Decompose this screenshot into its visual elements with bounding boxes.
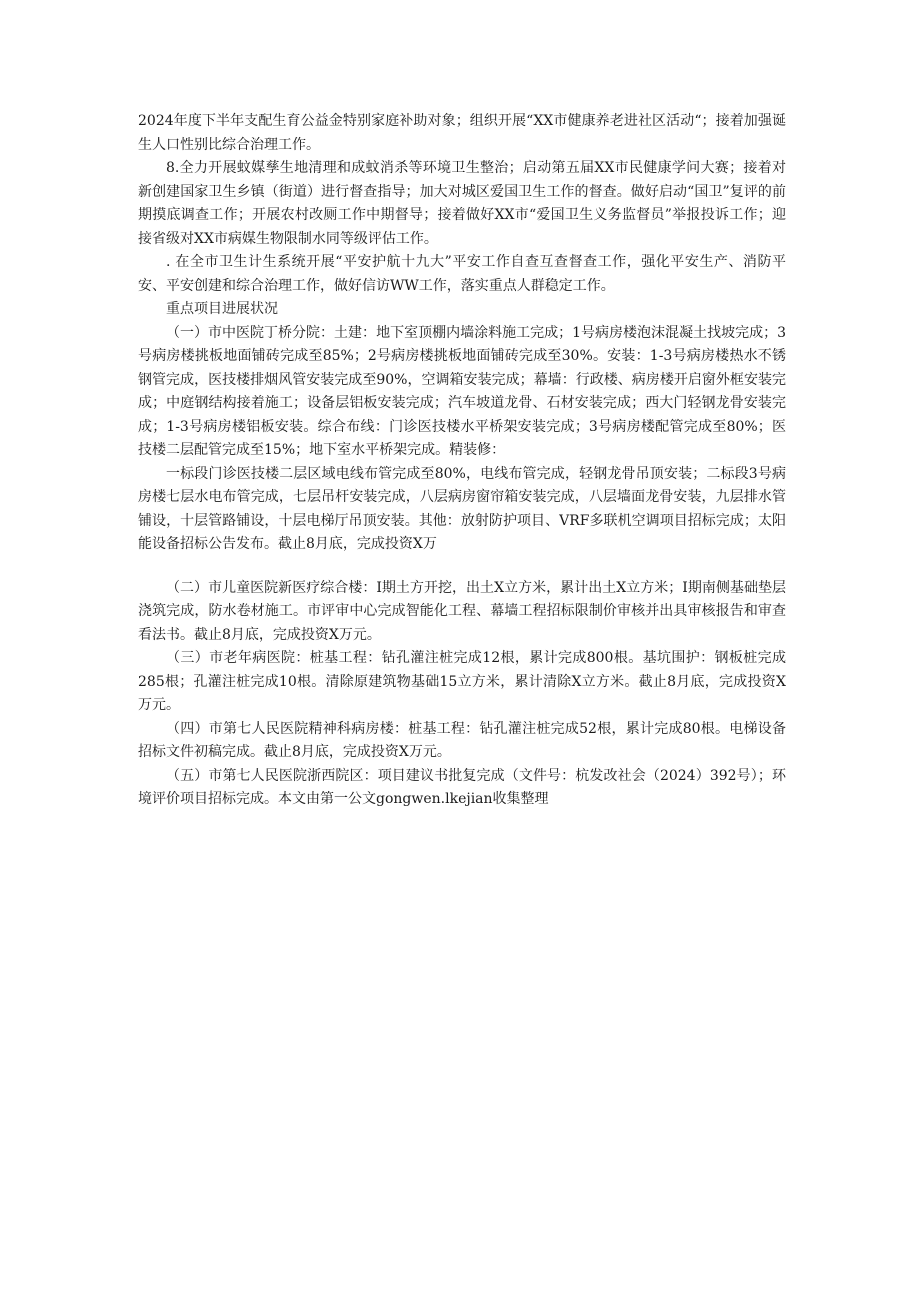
section-heading-key-projects: 重点项目进展状况 [166,301,278,317]
paragraph-project-4: （四）市第七人民医院精神科病房楼：桩基工程：钻孔灌注桩完成52根，累计完成80根。电梯设备招标文件初稿完成。截止8月底，完成投资X万元。 [138,720,786,760]
paragraph-project-5: （五）市第七人民医院浙西院区：项目建议书批复完成（文件号：杭发改社会（2024）392号）；环境评价项目招标完成。本文由第一公文gongwen.lkejian收集整理 [138,767,786,807]
paragraph-project-1: （一）市中医院丁桥分院：土建：地下室顶棚内墙涂料施工完成；1号病房楼泡沫混凝土找坡完成；3号病房楼挑板地面铺砖完成至85%；2号病房楼挑板地面铺砖完成至30%。安装：1-3号病房楼热水不锈钢管完成，医技楼排烟风管安装完成至90%，空调箱安装完成；幕墙：行政楼、病房楼开启窗外框安装完成；中庭钢结构接着施工；设备层铝板安装完成；汽车坡道龙骨、石材安装完成；西大门轻钢龙骨安装完成；1-3号病房楼铝板安装。综合布线：门诊医技楼水平桥架安装完成；3号病房楼配管完成至80%；医技楼二层配管完成至15%；地下室水平桥架完成。精装修： [138,324,786,458]
paragraph-safety-work: . 在全市卫生计生系统开展“平安护航十九大”平安工作自查互查督查工作，强化平安生产、消防平安、平安创建和综合治理工作，做好信访WW工作，落实重点人群稳定工作。 [138,254,786,294]
paragraph-project-2: （二）市儿童医院新医疗综合楼：I期土方开挖，出土X立方米，累计出土X立方米；I期南侧基础垫层浇筑完成，防水卷材施工。市评审中心完成智能化工程、幕墙工程招标限制价审核并出具审核报告和审查看法书。截止8月底，完成投资X万元。 [138,579,786,643]
paragraph-project-3: （三）市老年病医院：桩基工程：钻孔灌注桩完成12根，累计完成800根。基坑围护：钢板桩完成285根；孔灌注桩完成10根。清除原建筑物基础15立方米，累计清除X立方米。截止8月底，完成投资X万元。 [138,650,786,713]
paragraph-continuation: 2024年度下半年支配生育公益金特别家庭补助对象；组织开展“XX市健康养老进社区活动“；接着加强诞生人口性别比综合治理工作。 [138,113,786,153]
paragraph-item-8: 8.全力开展蚊媒孳生地清理和成蚊消杀等环境卫生整治；启动第五届XX市民健康学问大赛；接着对新创建国家卫生乡镇（街道）进行督查指导；加大对城区爱国卫生工作的督查。做好启动“国卫”复评的前期摸底调查工作；开展农村改厕工作中期督导；接着做好XX市“爱国卫生义务监督员”举报投诉工作；迎接省级对XX市病媒生物限制水同等级评估工作。 [138,160,786,247]
paragraph-gap [138,557,786,577]
paragraph-project-1-fitout: 一标段门诊医技楼二层区域电线布管完成至80%，电线布管完成，轻钢龙骨吊顶安装；二标段3号病房楼七层水电布管完成，七层吊杆安装完成，八层病房窗帘箱安装完成，八层墙面龙骨安装，九层排水管铺设，十层管路铺设，十层电梯厅吊顶安装。其他：放射防护项目、VRF多联机空调项目招标完成；太阳能设备招标公告发布。截止8月底，完成投资X万 [138,465,786,552]
document-page [138,110,786,812]
